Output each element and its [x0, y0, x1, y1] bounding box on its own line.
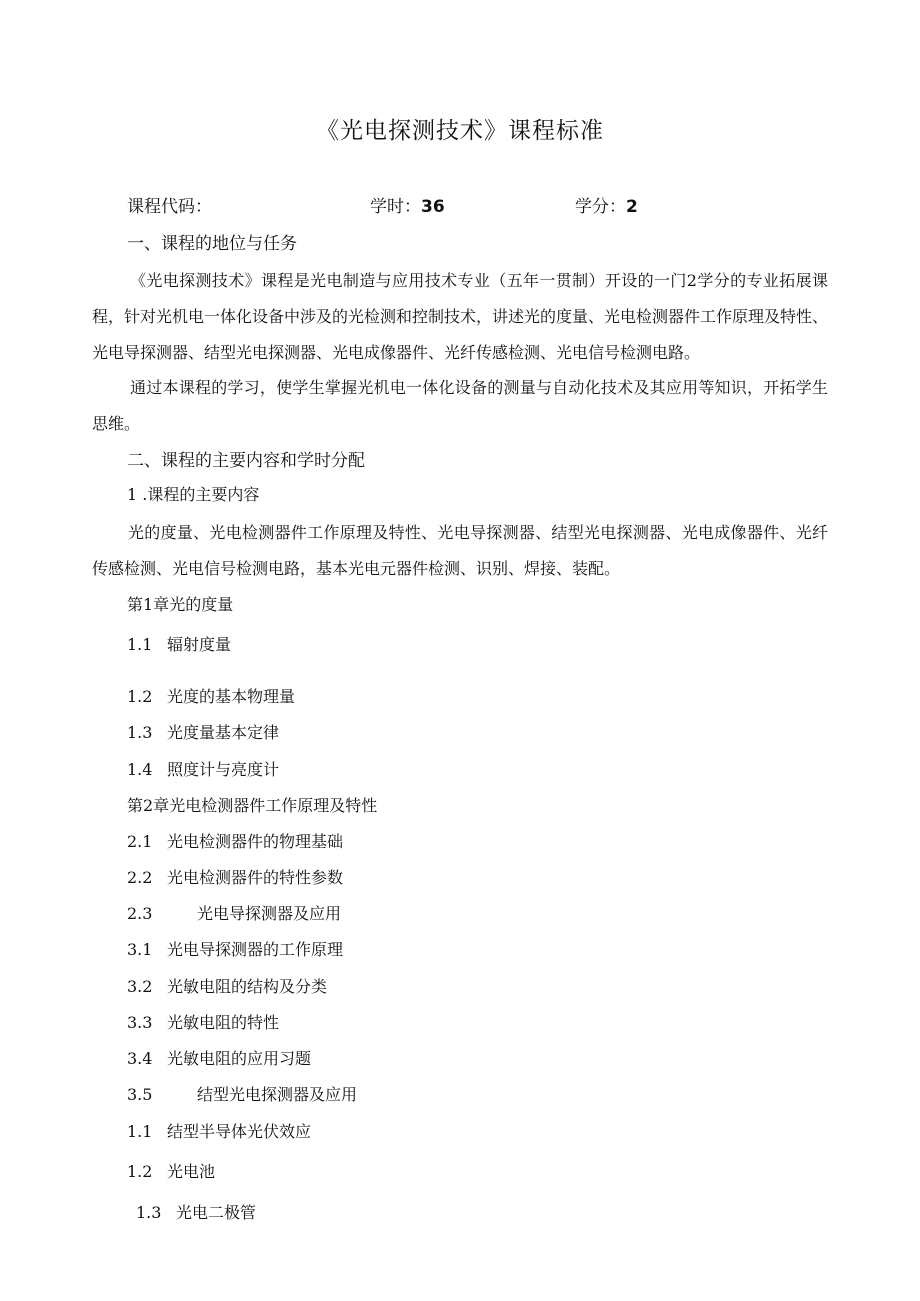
item-text: 光电池 — [167, 1162, 216, 1181]
item-text: 照度计与亮度计 — [167, 760, 280, 779]
subsection-heading-1: 1 .课程的主要内容 — [127, 485, 260, 504]
document-title: 《光电探测技术》课程标准 — [316, 118, 604, 144]
item-text: 结型半导体光伏效应 — [167, 1122, 312, 1141]
item-number: 3.4 — [127, 1049, 153, 1068]
section-heading-1: 一、课程的地位与任务 — [127, 234, 297, 254]
outline-item — [136, 1200, 256, 1223]
outline-item — [127, 829, 343, 852]
item-number: 2.3 — [127, 904, 153, 923]
item-number: 第2章 — [127, 796, 170, 815]
item-text: 光敏电阻的特性 — [167, 1013, 280, 1032]
paragraph-1: 《光电探测技术》课程是光电制造与应用技术专业（五年一贯制）开设的一门2学分的专业拓展课程，针对光机电一体化设备中涉及的光检测和控制技术，讲述光的度量、光电检测器件工作原理及特性、光电导探测器、结型光电探测器、光电成像器件、光纤传感检测、光电信号检测电路。 — [92, 271, 829, 362]
item-text: 结型光电探测器及应用 — [197, 1085, 358, 1104]
item-number: 1.1 — [127, 1122, 153, 1141]
paragraph-2: 通过本课程的学习，使学生掌握光机电一体化设备的测量与自动化技术及其应用等知识，开拓学生思维。 — [92, 378, 828, 433]
item-text: 光敏电阻的应用习题 — [167, 1049, 312, 1068]
item-number: 3.5 — [127, 1085, 153, 1104]
paragraph-3: 光的度量、光电检测器件工作原理及特性、光电导探测器、结型光电探测器、光电成像器件、光纤传感检测、光电信号检测电路，基本光电元器件检测、识别、焊接、装配。 — [92, 523, 828, 578]
item-text: 光敏电阻的结构及分类 — [167, 977, 328, 996]
outline-item — [127, 757, 279, 780]
chapter-2 — [127, 793, 377, 816]
outline-item — [127, 974, 327, 997]
item-number: 1.1 — [127, 635, 153, 654]
outline-item — [127, 937, 343, 960]
credits-field — [575, 192, 638, 217]
outline-item — [127, 901, 341, 924]
item-number: 3.1 — [127, 940, 153, 959]
item-number: 1.4 — [127, 760, 153, 779]
item-text: 光电检测器件的物理基础 — [167, 832, 344, 851]
item-number: 1.3 — [127, 723, 153, 742]
outline-item — [127, 1082, 357, 1105]
item-number: 2.2 — [127, 868, 153, 887]
hours-value: 36 — [421, 197, 445, 217]
item-number: 2.1 — [127, 832, 153, 851]
outline-item — [127, 720, 279, 743]
item-number: 第1章 — [127, 595, 170, 614]
outline-item — [127, 1159, 215, 1182]
item-text: 光度的基本物理量 — [167, 687, 296, 706]
item-text: 光电导探测器的工作原理 — [167, 940, 344, 959]
hours-label: 学时： — [370, 197, 421, 217]
section-heading-2: 二、课程的主要内容和学时分配 — [127, 451, 365, 471]
item-text: 光电二极管 — [176, 1203, 257, 1222]
hours-field — [370, 192, 445, 217]
item-number: 3.3 — [127, 1013, 153, 1032]
chapter-1 — [127, 592, 233, 615]
outline-item — [127, 1119, 311, 1142]
outline-item — [127, 1010, 279, 1033]
outline-item — [127, 865, 343, 888]
outline-item — [127, 632, 231, 655]
item-number: 1.2 — [127, 687, 153, 706]
item-text: 光度量基本定律 — [167, 723, 280, 742]
item-text: 光电检测器件工作原理及特性 — [169, 796, 378, 815]
outline-item — [127, 684, 295, 707]
item-number: 3.2 — [127, 977, 153, 996]
item-text: 光电检测器件的特性参数 — [167, 868, 344, 887]
item-number: 1.2 — [127, 1162, 153, 1181]
outline-item — [127, 1046, 311, 1069]
item-text: 光电导探测器及应用 — [197, 904, 342, 923]
item-text: 光的度量 — [169, 595, 234, 614]
credits-value: 2 — [626, 197, 638, 217]
item-number: 1.3 — [136, 1203, 162, 1222]
item-text: 辐射度量 — [167, 635, 232, 654]
course-code-field — [127, 192, 212, 217]
credits-label: 学分： — [575, 197, 626, 217]
course-code-label: 课程代码： — [127, 197, 212, 217]
